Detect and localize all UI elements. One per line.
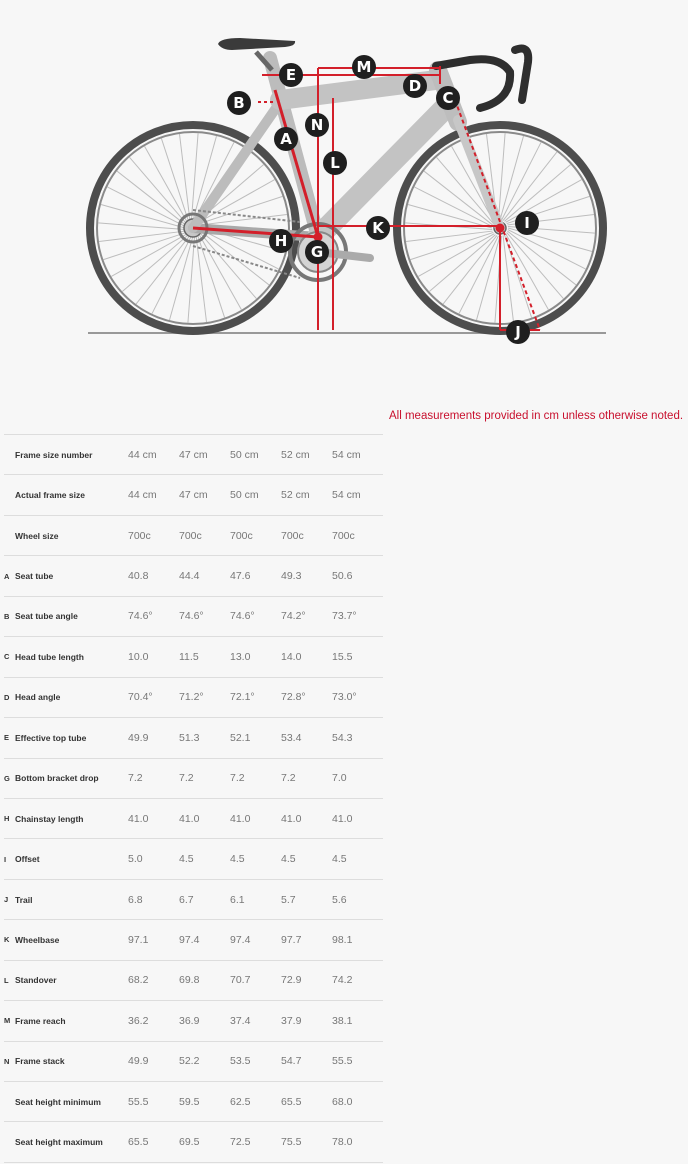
row-value: 700c [128,515,179,555]
row-label: Head tube length [15,637,128,677]
row-value: 54.3 [332,718,383,758]
row-value: 41.0 [281,798,332,838]
row-value: 53.5 [230,1041,281,1081]
row-label: Seat height maximum [15,1122,128,1162]
row-value: 69.8 [179,960,230,1000]
row-value: 7.2 [179,758,230,798]
marker-l [323,151,347,175]
marker-j [506,320,530,344]
row-value: 54.7 [281,1041,332,1081]
row-value: 700c [179,515,230,555]
geometry-row [4,1082,383,1122]
row-label: Bottom bracket drop [15,758,128,798]
row-value: 4.5 [281,839,332,879]
geometry-row [4,637,383,677]
row-letter: G [4,758,15,798]
row-label: Wheel size [15,515,128,555]
row-label: Trail [15,879,128,919]
geometry-row [4,596,383,636]
svg-text:L: L [330,154,340,172]
row-letter [4,1082,15,1122]
row-label: Offset [15,839,128,879]
row-value: 65.5 [128,1122,179,1162]
row-value: 50 cm [230,475,281,515]
geometry-row [4,960,383,1000]
row-value: 700c [332,515,383,555]
svg-text:M: M [356,58,372,76]
row-value: 36.2 [128,1001,179,1041]
geometry-row [4,435,383,475]
row-value: 6.1 [230,879,281,919]
row-value: 97.1 [128,920,179,960]
row-label: Standover [15,960,128,1000]
row-value: 73.0° [332,677,383,717]
row-value: 98.1 [332,920,383,960]
row-value: 74.6° [179,596,230,636]
marker-a [274,127,298,151]
row-value: 78.0 [332,1122,383,1162]
svg-text:C: C [442,89,454,107]
svg-text:N: N [310,116,324,134]
marker-i [515,211,539,235]
row-value: 700c [281,515,332,555]
svg-text:H: H [274,232,288,250]
row-value: 37.9 [281,1001,332,1041]
row-value: 54 cm [332,435,383,475]
row-label: Seat tube [15,556,128,596]
row-value: 74.2° [281,596,332,636]
row-value: 37.4 [230,1001,281,1041]
row-letter: M [4,1001,15,1041]
row-value: 74.2 [332,960,383,1000]
row-label: Frame stack [15,1041,128,1081]
row-value: 5.0 [128,839,179,879]
row-value: 4.5 [230,839,281,879]
row-value: 69.5 [179,1122,230,1162]
marker-m [352,55,376,79]
row-value: 72.1° [230,677,281,717]
row-value: 72.9 [281,960,332,1000]
row-label: Seat height minimum [15,1082,128,1122]
row-value: 5.6 [332,879,383,919]
svg-text:J: J [515,323,521,341]
geometry-row [4,1001,383,1041]
geometry-row [4,839,383,879]
svg-text:E: E [285,66,297,84]
bike-geometry-diagram [0,0,688,380]
row-value: 49.9 [128,1041,179,1081]
row-value: 68.0 [332,1082,383,1122]
measurement-note: All measurements provided in cm unless otherwise noted. [389,410,684,422]
row-value: 36.9 [179,1001,230,1041]
row-value: 47.6 [230,556,281,596]
row-value: 70.4° [128,677,179,717]
marker-d [403,74,427,98]
row-value: 50.6 [332,556,383,596]
geometry-row [4,515,383,555]
row-value: 7.0 [332,758,383,798]
row-value: 51.3 [179,718,230,758]
row-value: 7.2 [230,758,281,798]
row-value: 41.0 [230,798,281,838]
marker-k [366,216,390,240]
row-value: 44.4 [179,556,230,596]
row-value: 54 cm [332,475,383,515]
row-value: 68.2 [128,960,179,1000]
row-value: 74.6° [230,596,281,636]
geometry-table [4,434,383,1163]
svg-text:G: G [310,243,324,261]
geometry-row [4,556,383,596]
row-value: 47 cm [179,435,230,475]
row-value: 72.8° [281,677,332,717]
marker-h [269,229,293,253]
svg-text:I: I [524,214,530,232]
row-label: Wheelbase [15,920,128,960]
row-value: 38.1 [332,1001,383,1041]
row-label: Chainstay length [15,798,128,838]
marker-n [305,113,329,137]
row-value: 52.1 [230,718,281,758]
row-letter: L [4,960,15,1000]
row-value: 55.5 [332,1041,383,1081]
row-value: 41.0 [128,798,179,838]
row-value: 11.5 [179,637,230,677]
row-value: 49.3 [281,556,332,596]
row-value: 7.2 [128,758,179,798]
row-letter: E [4,718,15,758]
svg-text:B: B [233,94,245,112]
row-value: 44 cm [128,435,179,475]
row-value: 53.4 [281,718,332,758]
row-value: 10.0 [128,637,179,677]
marker-b [227,91,251,115]
row-letter [4,1122,15,1162]
row-value: 74.6° [128,596,179,636]
row-value: 73.7° [332,596,383,636]
row-letter: N [4,1041,15,1081]
row-value: 70.7 [230,960,281,1000]
row-value: 7.2 [281,758,332,798]
svg-text:K: K [372,219,384,237]
row-letter: D [4,677,15,717]
row-letter: I [4,839,15,879]
svg-text:D: D [408,77,422,95]
row-value: 62.5 [230,1082,281,1122]
geometry-row [4,718,383,758]
row-value: 4.5 [332,839,383,879]
geometry-row [4,920,383,960]
marker-e [279,63,303,87]
row-label: Head angle [15,677,128,717]
row-letter [4,435,15,475]
row-value: 6.7 [179,879,230,919]
row-value: 4.5 [179,839,230,879]
row-value: 40.8 [128,556,179,596]
row-value: 55.5 [128,1082,179,1122]
row-value: 75.5 [281,1122,332,1162]
row-letter: A [4,556,15,596]
row-label: Effective top tube [15,718,128,758]
geometry-row [4,677,383,717]
row-letter: C [4,637,15,677]
row-value: 71.2° [179,677,230,717]
row-value: 14.0 [281,637,332,677]
row-value: 97.4 [230,920,281,960]
geometry-row [4,475,383,515]
row-value: 700c [230,515,281,555]
geometry-row [4,798,383,838]
row-value: 72.5 [230,1122,281,1162]
marker-g [305,240,329,264]
row-value: 50 cm [230,435,281,475]
marker-c [436,86,460,110]
svg-text:A: A [280,130,292,148]
row-letter [4,515,15,555]
row-value: 44 cm [128,475,179,515]
row-label: Frame size number [15,435,128,475]
row-label: Actual frame size [15,475,128,515]
row-value: 52.2 [179,1041,230,1081]
row-value: 13.0 [230,637,281,677]
row-value: 49.9 [128,718,179,758]
geometry-row [4,758,383,798]
row-letter: J [4,879,15,919]
row-letter [4,475,15,515]
row-value: 47 cm [179,475,230,515]
row-value: 15.5 [332,637,383,677]
row-value: 5.7 [281,879,332,919]
geometry-row [4,1041,383,1081]
row-value: 97.4 [179,920,230,960]
row-value: 65.5 [281,1082,332,1122]
saddle [218,38,295,70]
row-letter: H [4,798,15,838]
row-label: Seat tube angle [15,596,128,636]
row-letter: B [4,596,15,636]
row-value: 59.5 [179,1082,230,1122]
row-value: 41.0 [332,798,383,838]
geometry-row [4,879,383,919]
row-value: 52 cm [281,435,332,475]
geometry-row [4,1122,383,1162]
row-letter: K [4,920,15,960]
row-value: 97.7 [281,920,332,960]
row-value: 52 cm [281,475,332,515]
row-value: 41.0 [179,798,230,838]
row-value: 6.8 [128,879,179,919]
row-label: Frame reach [15,1001,128,1041]
